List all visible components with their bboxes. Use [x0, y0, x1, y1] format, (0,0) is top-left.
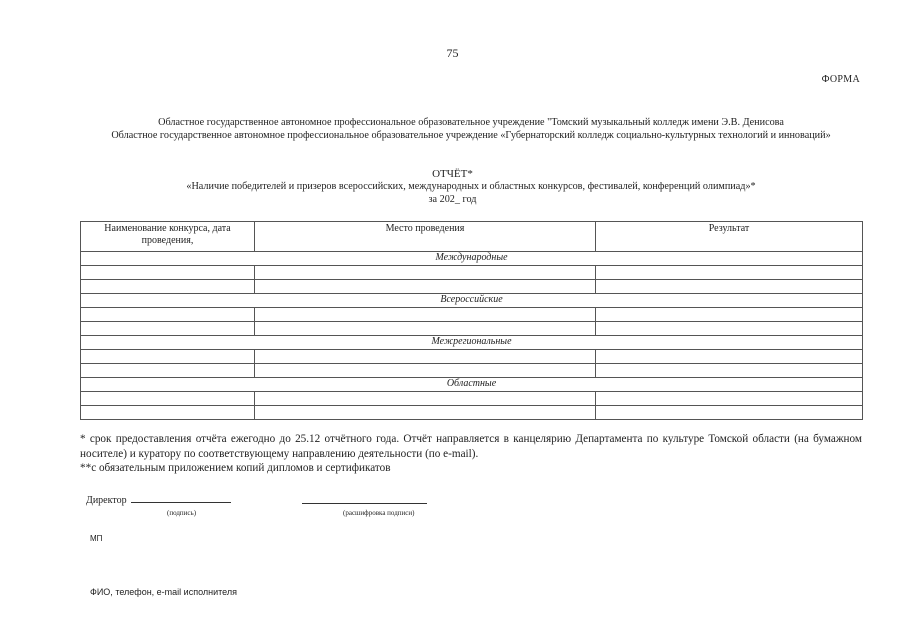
report-year: за 202_ год — [428, 194, 477, 205]
header-venue: Место проведения — [255, 222, 596, 252]
table-cell — [81, 392, 255, 406]
table-cell — [596, 308, 863, 322]
table-cell — [596, 364, 863, 378]
section-row-regional — [81, 378, 863, 392]
signature-line — [131, 492, 231, 503]
table-row — [81, 392, 863, 406]
table-row — [81, 406, 863, 420]
table-cell — [255, 266, 596, 280]
executor-contacts-label: ФИО, телефон, e-mail исполнителя — [90, 587, 237, 597]
table-row — [81, 266, 863, 280]
director-label: Директор — [86, 495, 127, 506]
table-cell — [255, 392, 596, 406]
footnote-attachments: **с обязательным приложением копий дипломов и сертификатов — [80, 462, 391, 474]
table-cell — [255, 364, 596, 378]
table-cell — [596, 350, 863, 364]
section-label: Межрегиональные — [81, 336, 863, 350]
page-number: 75 — [446, 46, 459, 60]
table-row — [81, 308, 863, 322]
header-competition-name: Наименование конкурса, дата проведения, — [81, 222, 255, 252]
table-cell — [596, 322, 863, 336]
table-cell — [596, 406, 863, 420]
organization-line-2: Областное государственное автономное профессиональное образовательное учреждение «Губернаторский колледж социально-культурных технологий и инноваций» — [111, 130, 831, 141]
table-cell — [81, 350, 255, 364]
section-row-all-russian — [81, 294, 863, 308]
report-title: ОТЧЁТ* — [432, 168, 473, 180]
table-cell — [596, 280, 863, 294]
table-row — [81, 350, 863, 364]
stamp-place-label: МП — [90, 534, 103, 543]
organization-line-1: Областное государственное автономное профессиональное образовательное учреждение "Томский музыкальный колледж имени Э.В. Денисова — [158, 117, 784, 128]
table-cell — [81, 266, 255, 280]
table-row — [81, 280, 863, 294]
table-cell — [596, 266, 863, 280]
table-cell — [255, 350, 596, 364]
table-cell — [255, 280, 596, 294]
director-signature — [86, 492, 231, 506]
section-label: Областные — [81, 378, 863, 392]
table-cell — [81, 322, 255, 336]
signature-decoding-line — [302, 493, 427, 504]
table-header-row — [81, 222, 863, 252]
table-row — [81, 364, 863, 378]
header-result: Результат — [596, 222, 863, 252]
signature-caption: (подпись) — [167, 509, 197, 517]
signature-decoding-caption: (расшифровка подписи) — [343, 509, 415, 517]
table-cell — [255, 308, 596, 322]
table-cell — [596, 392, 863, 406]
table-cell — [81, 280, 255, 294]
table-cell — [255, 322, 596, 336]
report-subtitle: «Наличие победителей и призеров всероссийских, международных и областных конкурсов, фестивалей, конференций олимпиад»* — [186, 181, 756, 192]
table-cell — [81, 406, 255, 420]
table-cell — [255, 406, 596, 420]
form-label: ФОРМА — [821, 74, 860, 85]
section-row-international — [81, 252, 863, 266]
footnotes — [80, 432, 862, 476]
table-cell — [81, 308, 255, 322]
section-label: Всероссийские — [81, 294, 863, 308]
footnote-deadline: * срок предоставления отчёта ежегодно до 25.12 отчётного года. Отчёт направляется в канцелярию Департамента по культуре Томской области (на бумажном носителе) и куратору по соответствующему направлению деятельности (по e-mail). — [80, 433, 862, 460]
report-table — [80, 221, 863, 420]
table-cell — [81, 364, 255, 378]
section-label: Международные — [81, 252, 863, 266]
section-row-interregional — [81, 336, 863, 350]
table-row — [81, 322, 863, 336]
